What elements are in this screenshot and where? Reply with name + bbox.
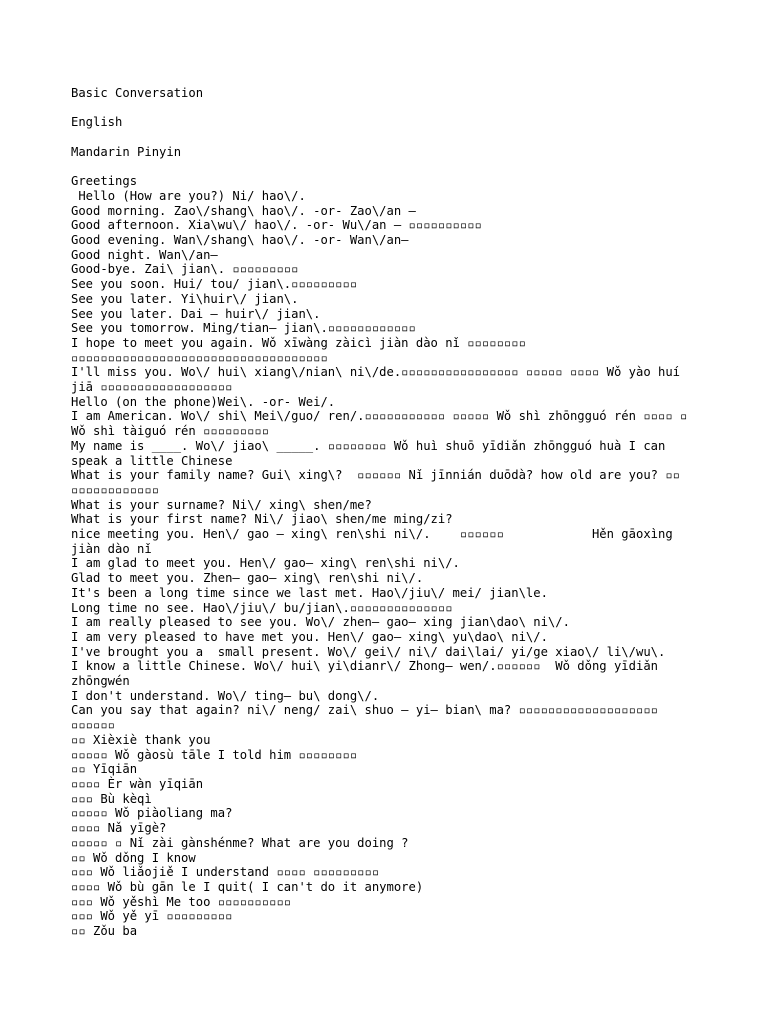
phrase-line: See you soon. Hui/ tou/ jian\.▫▫▫▫▫▫▫▫▫ bbox=[71, 277, 358, 292]
phrase-line: Good morning. Zao\/shang\ hao\/. -or- Zao\/an — bbox=[71, 203, 416, 218]
phrase-line: Hello (How are you?) Ni/ hao\/. bbox=[71, 188, 306, 203]
phrase-line: What is your surname? Ni\/ xing\ shen/me? bbox=[71, 497, 372, 512]
phrase-line: ▫▫▫ Wǒ yě yī ▫▫▫▫▫▫▫▫▫ bbox=[71, 909, 233, 924]
phrase-line: Glad to meet you. Zhen— gao— xing\ ren\shi ni\/. bbox=[71, 571, 424, 586]
phrase-line: I am very pleased to have met you. Hen\/ gao— xing\ yu\dao\ ni\/. bbox=[71, 629, 548, 644]
phrase-line: I'll miss you. Wo\/ hui\ xiang\/nian\ ni\/de.▫▫▫▫▫▫▫▫▫▫▫▫▫▫▫▫ ▫▫▫▫▫ ▫▫▫▫ Wǒ yào huí jiā ▫▫▫▫▫▫▫▫▫▫▫▫▫▫▫▫▫▫ bbox=[71, 365, 688, 395]
phrase-line: I am American. Wo\/ shi\ Mei\/guo/ ren/.▫▫▫▫▫▫▫▫▫▫▫ ▫▫▫▫▫ Wǒ shì zhōngguó rén ▫▫▫▫ ▫ Wǒ shì tàiguó rén ▫▫▫▫▫▫▫▫▫ bbox=[71, 409, 695, 439]
phrase-line: I hope to meet you again. Wǒ xīwàng zàicì jiàn dào nǐ ▫▫▫▫▫▫▫▫ ▫▫▫▫▫▫▫▫▫▫▫▫▫▫▫▫▫▫▫▫▫▫▫▫▫▫▫▫▫▫▫▫▫▫▫ bbox=[71, 335, 534, 365]
document-page bbox=[71, 86, 701, 939]
phrase-line: It's been a long time since we last met. Hao\/jiu\/ mei/ jian\le. bbox=[71, 585, 548, 600]
phrase-line: ▫▫▫▫ Wǒ bù gān le I quit( I can't do it anymore) bbox=[71, 879, 424, 894]
document-title: Basic Conversation bbox=[71, 86, 204, 100]
phrase-line: Can you say that again? ni\/ neng/ zai\ shuo — yi— bian\ ma? ▫▫▫▫▫▫▫▫▫▫▫▫▫▫▫▫▫▫▫ ▫▫▫▫▫▫ bbox=[71, 703, 666, 733]
phrase-line: ▫▫▫▫▫ Wǒ piàoliang ma? bbox=[71, 806, 233, 821]
phrase-line: See you tomorrow. Ming/tian— jian\.▫▫▫▫▫▫▫▫▫▫▫▫ bbox=[71, 321, 416, 336]
phrase-line: ▫▫▫▫▫ ▫ Nǐ zài gànshénme? What are you doing ? bbox=[71, 835, 409, 850]
phrase-line: ▫▫ Zǒu ba bbox=[71, 924, 138, 939]
phrase-line: I've brought you a small present. Wo\/ gei\/ ni\/ dai\lai/ yi/ge xiao\/ li\/wu\. bbox=[71, 644, 666, 659]
spacer bbox=[71, 101, 701, 116]
phrase-line: ▫▫ Yīqiān bbox=[71, 762, 138, 777]
phrase-line: ▫▫▫ Wǒ yěshì Me too ▫▫▫▫▫▫▫▫▫▫ bbox=[71, 894, 292, 909]
phrase-line: Long time no see. Hao\/jiu\/ bu/jian\.▫▫▫▫▫▫▫▫▫▫▫▫▫▫ bbox=[71, 600, 453, 615]
phrase-line: Good afternoon. Xia\wu\/ hao\/. -or- Wu\/an — ▫▫▫▫▫▫▫▫▫▫ bbox=[71, 218, 482, 233]
column-heading-pinyin: Mandarin Pinyin bbox=[71, 144, 182, 159]
phrase-line: What is your family name? Gui\ xing\? ▫▫▫▫▫▫ Nǐ jīnnián duōdà? how old are you? ▫▫ ▫▫▫▫▫▫▫▫▫▫▫▫ bbox=[71, 468, 688, 497]
section-heading: Greetings bbox=[71, 174, 138, 189]
phrase-line: nice meeting you. Hen\/ gao — xing\ ren\shi ni\/. ▫▫▫▫▫▫ Hěn gāoxìng jiàn dào nǐ bbox=[71, 527, 681, 556]
phrase-line: Hello (on the phone)Wei\. -or- Wei/. bbox=[71, 394, 336, 409]
phrase-line: I know a little Chinese. Wo\/ hui\ yi\dianr\/ Zhong— wen/.▫▫▫▫▫▫ Wǒ dǒng yīdiǎn zhōngwén bbox=[71, 659, 666, 689]
phrase-line: What is your first name? Ni\/ jiao\ shen/me ming/zi? bbox=[71, 512, 453, 527]
phrase-line: ▫▫▫▫ Nǎ yīgè? bbox=[71, 821, 167, 836]
phrase-list bbox=[71, 189, 701, 939]
spacer bbox=[71, 130, 701, 145]
phrase-line: ▫▫▫ Bù kèqì bbox=[71, 791, 152, 806]
column-heading-english: English bbox=[71, 115, 123, 130]
phrase-line: See you later. Yi\huir\/ jian\. bbox=[71, 291, 299, 306]
phrase-line: I don't understand. Wo\/ ting— bu\ dong\/. bbox=[71, 688, 380, 703]
phrase-line: Good-bye. Zai\ jian\. ▫▫▫▫▫▫▫▫▫ bbox=[71, 262, 299, 277]
phrase-line: Good evening. Wan\/shang\ hao\/. -or- Wan\/an— bbox=[71, 232, 409, 247]
phrase-line: ▫▫▫▫ Èr wàn yīqiān bbox=[71, 777, 204, 791]
phrase-line: See you later. Dai — huir\/ jian\. bbox=[71, 306, 321, 321]
phrase-line: I am glad to meet you. Hen\/ gao— xing\ ren\shi ni\/. bbox=[71, 556, 460, 571]
phrase-line: ▫▫ Xièxiè thank you bbox=[71, 732, 211, 747]
phrase-line: ▫▫▫▫▫ Wǒ gàosù tāle I told him ▫▫▫▫▫▫▫▫ bbox=[71, 747, 358, 762]
phrase-line: Good night. Wan\/an— bbox=[71, 247, 218, 262]
phrase-line: I am really pleased to see you. Wo\/ zhen— gao— xing jian\dao\ ni\/. bbox=[71, 615, 570, 630]
spacer bbox=[71, 159, 701, 174]
phrase-line: ▫▫ Wǒ dǒng I know bbox=[71, 850, 196, 865]
phrase-line: My name is ____. Wo\/ jiao\ _____. ▫▫▫▫▫▫▫▫ Wǒ huì shuō yīdiǎn zhōngguó huà I can speak a little Chinese bbox=[71, 438, 673, 468]
phrase-line: ▫▫▫ Wǒ liǎojiě I understand ▫▫▫▫ ▫▫▫▫▫▫▫▫▫ bbox=[71, 865, 380, 880]
